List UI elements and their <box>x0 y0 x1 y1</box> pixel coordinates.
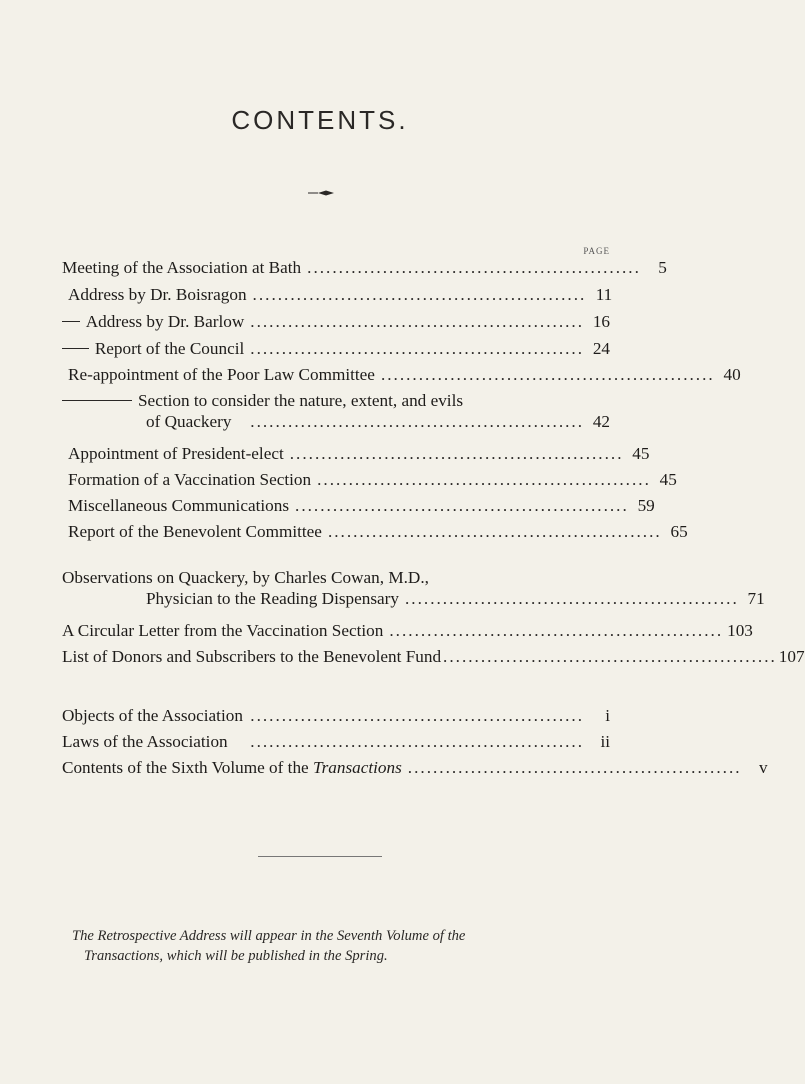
toc-entry-front[interactable] <box>62 757 768 778</box>
toc-entry-sub[interactable] <box>62 443 650 464</box>
toc-entry-meeting[interactable] <box>62 257 667 278</box>
leader-dots: ..................................................... <box>389 621 724 640</box>
leader-dots: ..................................................... <box>317 470 651 489</box>
entry-label: Miscellaneous Communications <box>68 496 290 515</box>
leader-dots: ..................................................... <box>443 647 777 666</box>
entry-label: List of Donors and Subscribers to the Benevolent Fund <box>62 647 442 666</box>
page-number: 71 <box>747 589 765 608</box>
page-number: 45 <box>659 470 677 489</box>
footnote-line-2: Transactions, which will be published in the Spring. <box>84 948 388 964</box>
toc-entry-sub[interactable] <box>62 284 613 305</box>
page-number: 103 <box>727 621 753 640</box>
toc-entry-front[interactable] <box>62 731 610 752</box>
toc-entry-sub[interactable] <box>62 364 741 385</box>
toc-entry-front[interactable] <box>62 705 610 726</box>
toc-entry-paper[interactable] <box>62 567 765 609</box>
entry-label <box>62 757 402 778</box>
section-divider <box>258 856 382 857</box>
footnote <box>72 926 620 966</box>
page-number: 5 <box>658 258 667 277</box>
entry-label: Laws of the Association <box>62 732 228 751</box>
page-number: v <box>758 758 768 777</box>
toc-entry-sub[interactable] <box>62 311 610 332</box>
leader-dots: ..................................................... <box>289 444 624 463</box>
page-number: 24 <box>592 339 610 358</box>
entry-label: Re-appointment of the Poor Law Committee <box>68 365 375 384</box>
leader-dots: ..................................................... <box>250 339 584 358</box>
leader-dots: ..................................................... <box>407 758 742 777</box>
page-title: CONTENTS. <box>231 105 409 135</box>
page-number: 16 <box>592 312 610 331</box>
entry-label: A Circular Letter from the Vaccination Section <box>62 621 384 640</box>
toc-entry-paper[interactable] <box>62 620 753 641</box>
leader-dots: ..................................................... <box>380 365 715 384</box>
toc-entry-sub[interactable] <box>62 338 610 359</box>
page-number: 42 <box>592 412 610 431</box>
entry-label-continuation: of Quackery <box>146 412 232 431</box>
page-number: 65 <box>670 522 688 541</box>
toc-entry-paper[interactable] <box>62 646 805 667</box>
leader-dots: ..................................................... <box>250 706 584 725</box>
toc-entry-sub[interactable] <box>62 390 610 432</box>
entry-label: Address by Dr. Barlow <box>85 312 245 331</box>
entry-label: Objects of the Association <box>62 706 243 725</box>
entry-label-italic: Transactions <box>312 758 402 777</box>
ditto-dash <box>62 348 89 349</box>
page-number: 11 <box>595 285 613 304</box>
leader-dots: ..................................................... <box>250 312 584 331</box>
ditto-dash <box>62 321 80 322</box>
page-number: 45 <box>632 444 650 463</box>
entry-label: Formation of a Vaccination Section <box>68 470 312 489</box>
page-number: 59 <box>637 496 655 515</box>
entry-label: Report of the Council <box>94 339 245 358</box>
entry-label: Section to consider the nature, extent, and evils <box>138 391 464 410</box>
page-column-label: PAGE <box>583 246 610 256</box>
entry-label: Address by Dr. Boisragon <box>68 285 247 304</box>
leader-dots: ..................................................... <box>405 589 739 608</box>
toc-entry-sub[interactable] <box>62 521 688 542</box>
toc-entry-sub[interactable] <box>62 469 677 490</box>
entry-label-roman: Contents of the Sixth Volume of the <box>62 758 313 777</box>
page-number: 107 <box>778 647 805 666</box>
entry-label-continuation: Physician to the Reading Dispensary <box>146 589 399 608</box>
ditto-dash <box>62 400 132 401</box>
page-number: 40 <box>723 365 741 384</box>
entry-label: Appointment of President-elect <box>68 444 284 463</box>
leader-dots: ..................................................... <box>327 522 662 541</box>
entry-label: Meeting of the Association at Bath <box>62 258 302 277</box>
ornament-rule <box>306 188 336 198</box>
leader-dots: ..................................................... <box>250 412 584 431</box>
entry-label: Observations on Quackery, by Charles Cowan, M.D., <box>62 568 429 587</box>
page-number: ii <box>600 732 610 751</box>
leader-dots: ..................................................... <box>307 258 641 277</box>
page-number: i <box>605 706 610 725</box>
leader-dots: ..................................................... <box>250 732 584 751</box>
footnote-line-1: The Retrospective Address will appear in the Seventh Volume of the <box>72 928 466 944</box>
entry-label: Report of the Benevolent Committee <box>68 522 322 541</box>
toc-entry-sub[interactable] <box>62 495 655 516</box>
leader-dots: ..................................................... <box>252 285 587 304</box>
leader-dots: ..................................................... <box>295 496 629 515</box>
